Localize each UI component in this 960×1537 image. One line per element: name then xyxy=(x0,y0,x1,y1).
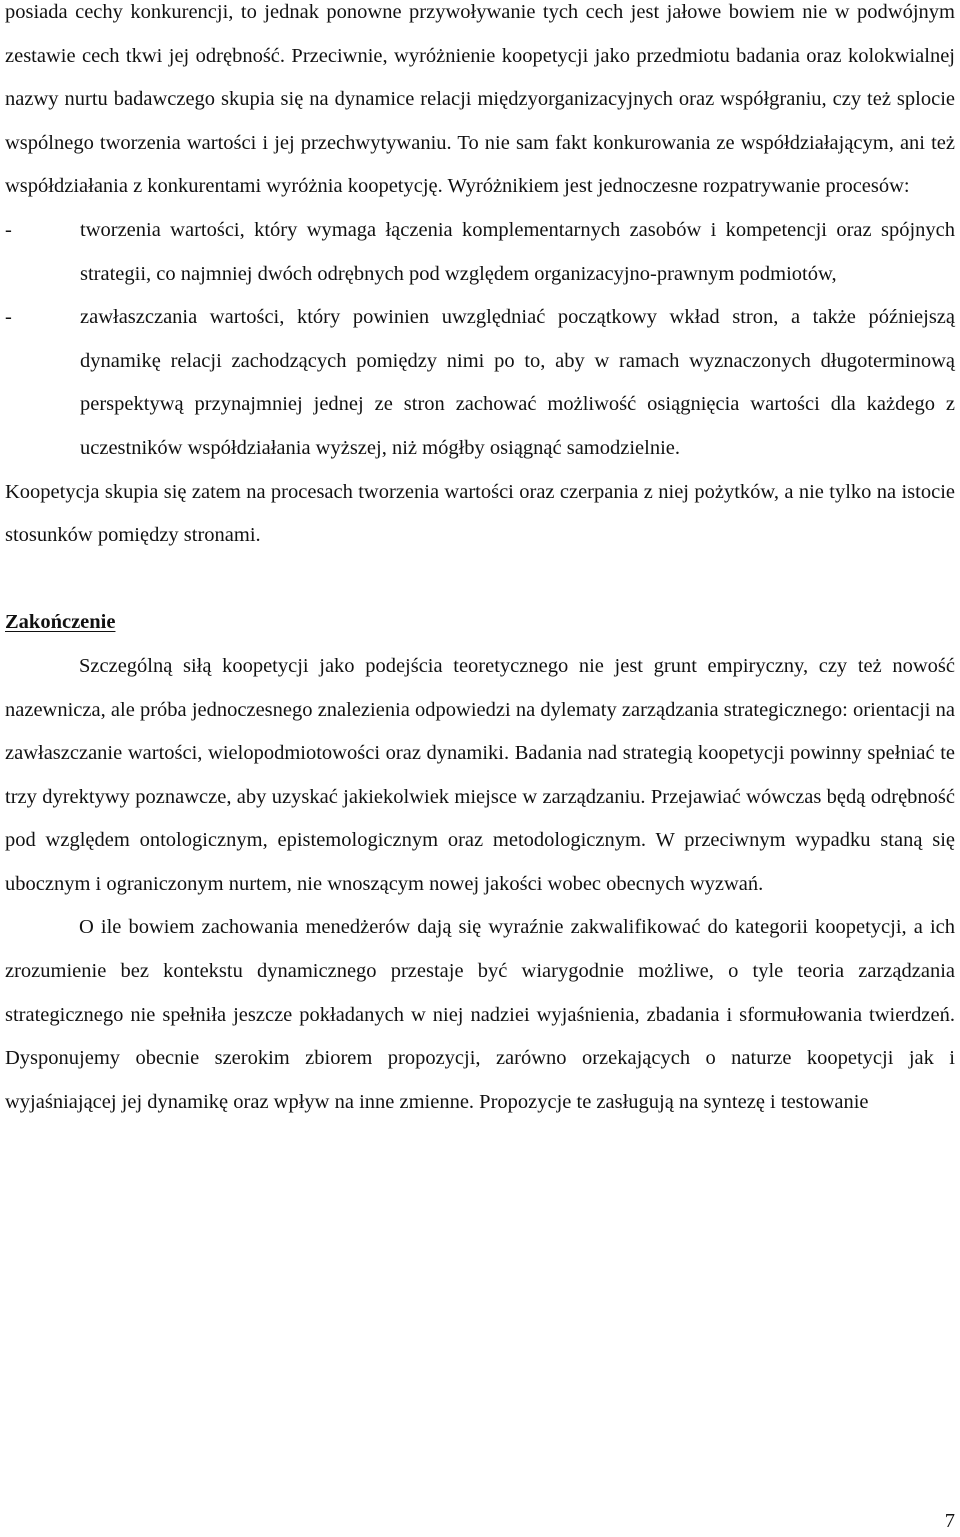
list-marker: - xyxy=(5,218,12,241)
list-item-text: zawłaszczania wartości, który powinien uwzględniać początkowy wkład stron, a także późniejszą dynamikę relacji zachodzących pomiędzy nimi po to, aby w ramach wyznaczonych długoterminową perspektywą przynajmniej jednej ze stron zachować możliwość osiągnięcia wartości dla każdego z uczestników współdziałania wyższej, niż mógłby osiągnąć samodzielnie. xyxy=(80,306,955,459)
document-page xyxy=(5,0,955,1124)
list-marker: - xyxy=(5,306,12,329)
page-number: 7 xyxy=(944,1510,955,1532)
list-item-text: tworzenia wartości, który wymaga łączenia komplementarnych zasobów i kompetencji oraz spójnych strategii, co najmniej dwóch odrębnych pod względem organizacyjno-prawnym podmiotów, xyxy=(80,218,955,285)
section-heading: Zakończenie xyxy=(5,611,116,634)
body-paragraph: posiada cechy konkurencji, to jednak ponowne przywoływanie tych cech jest jałowe bowiem nie w podwójnym zestawie cech tkwi jej odrębność. Przeciwnie, wyróżnienie koopetycji jako przedmiotu badania oraz kolokwialnej nazwy nurtu badawczego skupia się na dynamice relacji międzyorganizacyjnych oraz współgraniu, czy też splocie wspólnego tworzenia wartości i jej przechwytywaniu. To nie sam fakt konkurowania ze współdziałającym, ani też współdziałania z konkurentami wyróżnia koopetycję. Wyróżnikiem jest jednoczesne rozpatrywanie procesów: xyxy=(5,1,955,198)
section-gap xyxy=(5,558,955,602)
list-item xyxy=(5,296,955,470)
list-item xyxy=(5,209,955,296)
process-list xyxy=(5,209,955,471)
conclusion-paragraph: O ile bowiem zachowania menedżerów dają się wyraźnie zakwalifikować do kategorii koopetycji, a ich zrozumienie bez kontekstu dynamicznego przestaje być wiarygodnie możliwe, o tyle teoria zarządzania strategicznego nie spełniła jeszcze pokładanych w niej nadziei wyjaśnienia, zbadania i sformułowania twierdzeń. Dysponujemy obecnie szerokim zbiorem propozycji, zarówno orzekających o naturze koopetycji jak i wyjaśniającej jej dynamikę oraz wpływ na inne zmienne. Propozycje te zasługują na syntezę i testowanie xyxy=(5,916,955,1113)
body-paragraph: Koopetycja skupia się zatem na procesach tworzenia wartości oraz czerpania z niej pożytków, a nie tylko na istocie stosunków pomiędzy stronami. xyxy=(5,480,955,547)
conclusion-paragraph: Szczególną siłą koopetycji jako podejścia teoretycznego nie jest grunt empiryczny, czy też nowość nazewnicza, ale próba jednoczesnego znalezienia odpowiedzi na dylematy zarządzania strategicznego: orientacji na zawłaszczanie wartości, wielopodmiotowości oraz dynamiki. Badania nad strategią koopetycji powinny spełniać te trzy dyrektywy poznawcze, aby uzyskać jakiekolwiek miejsce w zarządzaniu. Przejawiać wówczas będą odrębność pod względem ontologicznym, epistemologicznym oraz metodologicznym. W przeciwnym wypadku staną się ubocznym i ograniczonym nurtem, nie wnoszącym nowej jakości wobec obecnych wyzwań. xyxy=(5,654,955,895)
